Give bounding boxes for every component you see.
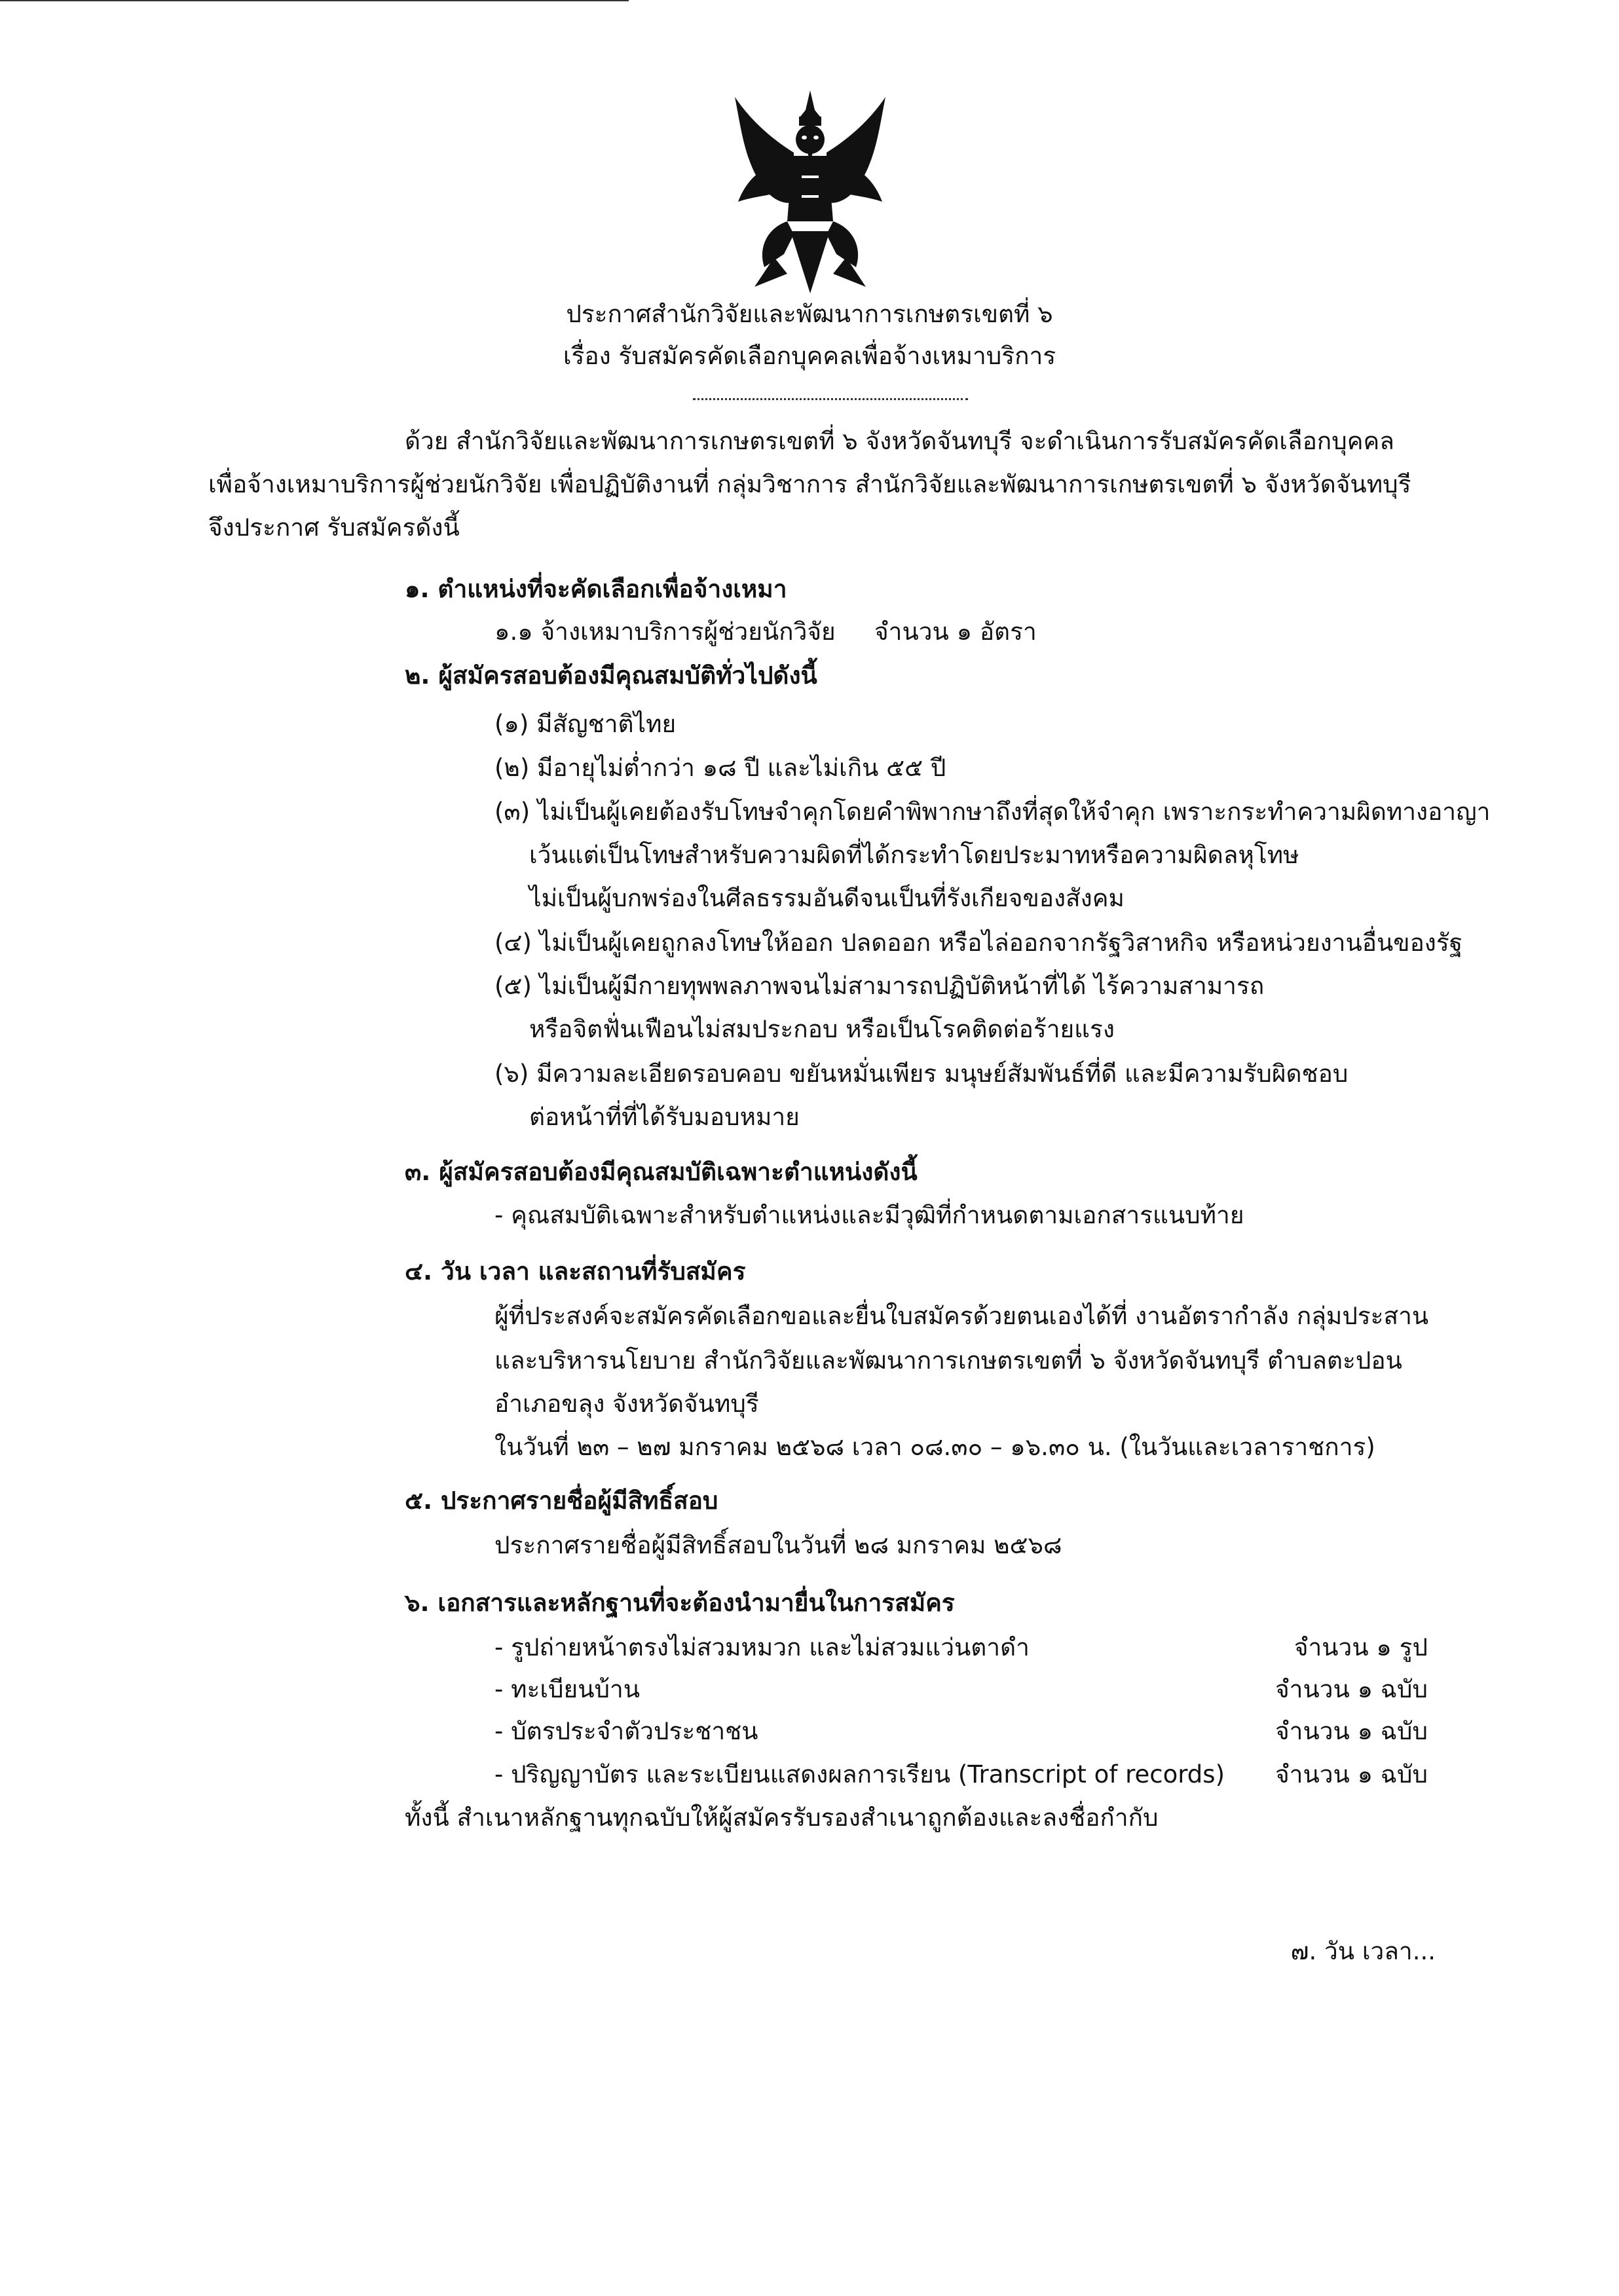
section-4-line: ผู้ที่ประสงค์จะสมัครคัดเลือกขอและยื่นใบสมัครด้วยตนเองได้ที่ งานอัตรากำลัง กลุ่มประสาน [494,1302,1429,1330]
document-item-qty: จำนวน ๑ ฉบับ [1275,1675,1428,1703]
section-1-item: ๑.๑ จ้างเหมาบริการผู้ช่วยนักวิจัย [494,618,836,646]
document-item-label: - บัตรประจำตัวประชาชน [494,1717,758,1745]
page-subject: เรื่อง รับสมัครคัดเลือกบุคคลเพื่อจ้างเหมาบริการ [563,342,1056,370]
section-2-line: หรือจิตฟั่นเฟือนไม่สมประกอบ หรือเป็นโรคติดต่อร้ายแรง [529,1015,1115,1043]
document-item-qty: จำนวน ๑ ฉบับ [1275,1717,1428,1745]
section-2-line: (๒) มีอายุไม่ต่ำกว่า ๑๘ ปี และไม่เกิน ๕๕ ปี [494,754,946,782]
section-5-line: ประกาศรายชื่อผู้มีสิทธิ์สอบในวันที่ ๒๘ มกราคม ๒๕๖๘ [494,1531,1062,1559]
intro-line-1: ด้วย สำนักวิจัยและพัฒนาการเกษตรเขตที่ ๖ จังหวัดจันทบุรี จะดำเนินการรับสมัครคัดเลือกบุคคล [405,427,1394,455]
section-2-line: (๓) ไม่เป็นผู้เคยต้องรับโทษจำคุกโดยคำพิพากษาถึงที่สุดให้จำคุก เพราะกระทำความผิดทางอาญา [494,798,1491,826]
section-2-line: (๔) ไม่เป็นผู้เคยถูกลงโทษให้ออก ปลดออก หรือไล่ออกจากรัฐวิสาหกิจ หรือหน่วยงานอื่นของรัฐ [494,929,1463,957]
continuation-marker: ๗. วัน เวลา... [1290,1937,1436,1965]
garuda-emblem-icon [728,90,892,293]
section-6-note: ทั้งนี้ สำเนาหลักฐานทุกฉบับให้ผู้สมัครรับรองสำเนาถูกต้องและลงชื่อกำกับ [405,1804,1159,1832]
section-2-line: ไม่เป็นผู้บกพร่องในศีลธรรมอันดีจนเป็นที่รังเกียจของสังคม [529,884,1125,912]
section-2-line: เว้นแต่เป็นโทษสำหรับความผิดที่ได้กระทำโดยประมาทหรือความผิดลหุโทษ [529,841,1299,869]
section-3-heading: ๓. ผู้สมัครสอบต้องมีคุณสมบัติเฉพาะตำแหน่งดังนี้ [405,1158,918,1186]
section-1-heading: ๑. ตำแหน่งที่จะคัดเลือกเพื่อจ้างเหมา [405,575,787,603]
section-6-heading: ๖. เอกสารและหลักฐานที่จะต้องนำมายื่นในการสมัคร [405,1589,955,1617]
section-2-line: ต่อหน้าที่ที่ได้รับมอบหมาย [529,1103,800,1131]
document-item-label: - ทะเบียนบ้าน [494,1675,641,1703]
document-item-qty: จำนวน ๑ ฉบับ [1275,1760,1428,1788]
document-item-label: - รูปถ่ายหน้าตรงไม่สวมหมวก และไม่สวมแว่นตาดำ [494,1633,1030,1661]
document-item-label: - ปริญญาบัตร และระเบียนแสดงผลการเรียน (Transcript of records) [494,1760,1225,1788]
section-4-line: และบริหารนโยบาย สำนักวิจัยและพัฒนาการเกษตรเขตที่ ๖ จังหวัดจันทบุรี ตำบลตะปอน [494,1346,1402,1375]
section-1-count: จำนวน ๑ อัตรา [874,618,1037,646]
intro-line-2: เพื่อจ้างเหมาบริการผู้ช่วยนักวิจัย เพื่อปฏิบัติงานที่ กลุ่มวิชาการ สำนักวิจัยและพัฒนาการเกษตรเขตที่ ๖ จังหวัดจันทบุรี [208,470,1411,498]
document-item-qty: จำนวน ๑ รูป [1293,1633,1428,1661]
section-2-heading: ๒. ผู้สมัครสอบต้องมีคุณสมบัติทั่วไปดังนี้ [405,661,817,690]
section-4-line: ในวันที่ ๒๓ – ๒๗ มกราคม ๒๕๖๘ เวลา ๐๘.๓๐ – ๑๖.๓๐ น. (ในวันและเวลาราชการ) [494,1433,1375,1461]
section-4-line: อำเภอขลุง จังหวัดจันทบุรี [494,1390,759,1418]
intro-line-3: จึงประกาศ รับสมัครดังนี้ [208,513,460,542]
page-title: ประกาศสำนักวิจัยและพัฒนาการเกษตรเขตที่ ๖ [566,300,1053,328]
section-5-heading: ๕. ประกาศรายชื่อผู้มีสิทธิ์สอบ [405,1487,718,1515]
section-2-line: (๕) ไม่เป็นผู้มีกายทุพพลภาพจนไม่สามารถปฏิบัติหน้าที่ได้ ไร้ความสามารถ [494,972,1265,1000]
section-2-line: (๖) มีความละเอียดรอบคอบ ขยันหมั่นเพียร มนุษย์สัมพันธ์ที่ดี และมีความรับผิดชอบ [494,1060,1349,1088]
top-border-line [0,0,629,1]
section-4-heading: ๔. วัน เวลา และสถานที่รับสมัคร [405,1257,746,1286]
section-2-line: (๑) มีสัญชาติไทย [494,710,677,738]
section-3-line: - คุณสมบัติเฉพาะสำหรับตำแหน่งและมีวุฒิที่กำหนดตามเอกสารแนบท้าย [494,1201,1244,1229]
dotted-separator [693,398,968,400]
